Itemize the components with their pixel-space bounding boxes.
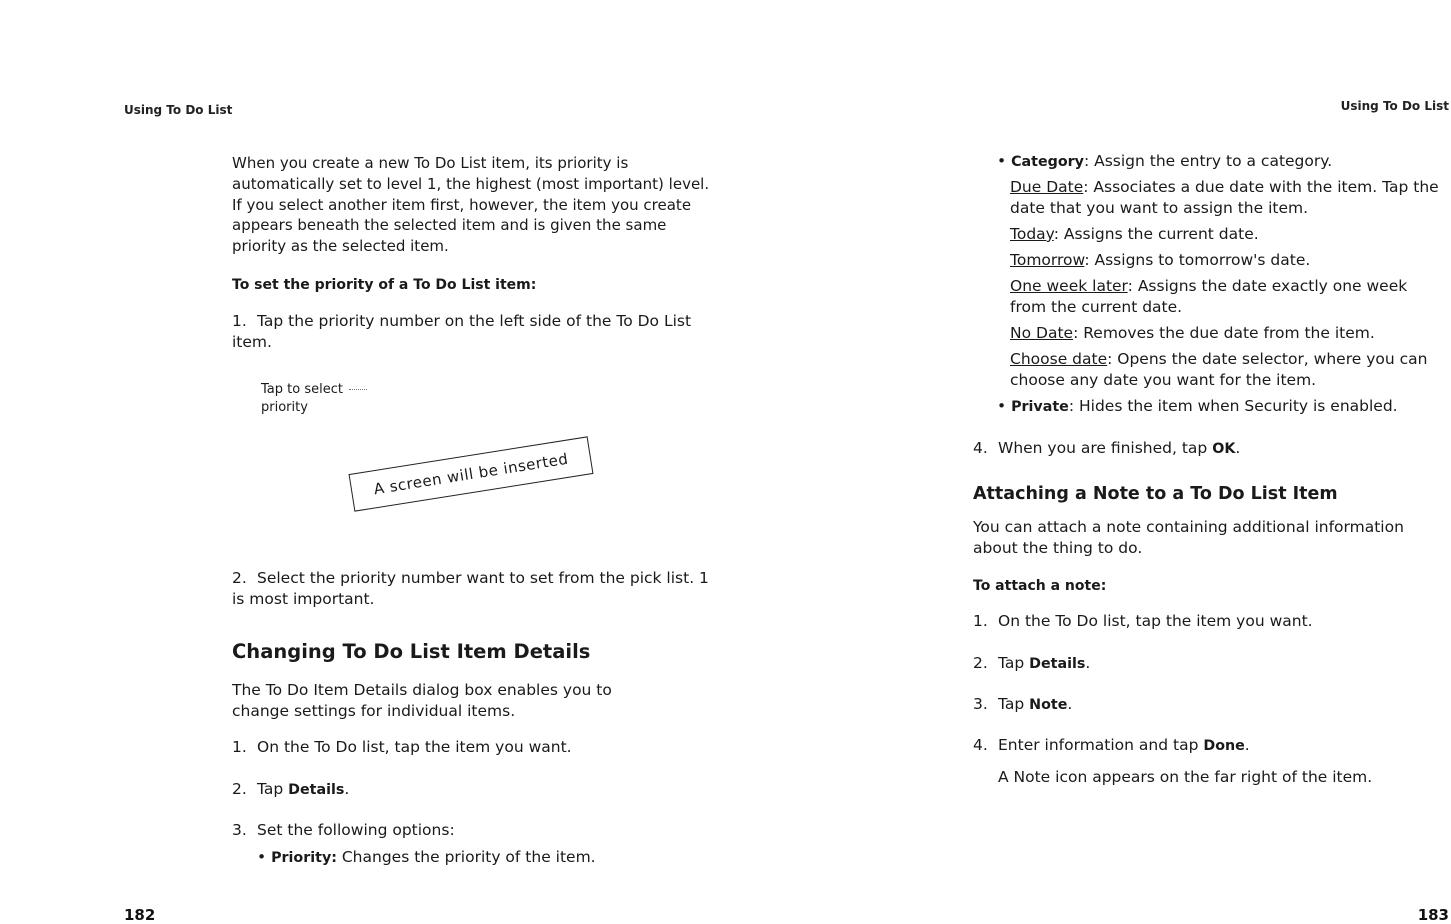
details-term: Details [1029, 656, 1086, 672]
step-text: Enter information and tap [998, 736, 1204, 754]
step-text: On the To Do list, tap the item you want. [998, 612, 1313, 630]
intro-paragraph: When you create a new To Do List item, its priority is automatically set to level 1, the highest (most important) level. If you select another item first, however, the item you create appears beneath the selected item and is given the same priority as the selected item. [232, 154, 710, 256]
callout-line-1: Tap to select [261, 382, 343, 397]
bullet-desc: : Assign the entry to a category. [1083, 152, 1333, 170]
option-term: Choose date [1010, 350, 1108, 368]
step-number: 1. [973, 612, 988, 630]
details-step-3 [232, 820, 455, 841]
step-punct: . [1067, 695, 1073, 713]
done-term: Done [1203, 738, 1245, 754]
details-term: Details [288, 782, 345, 798]
option-no-date [1010, 323, 1375, 344]
option-desc: : Removes the due date from the item. [1073, 324, 1375, 342]
option-choose-date [1010, 349, 1450, 391]
bullet-desc: Changes the priority of the item. [336, 848, 596, 866]
running-head-right: Using To Do List [1340, 99, 1449, 113]
details-intro: The To Do Item Details dialog box enables you to change settings for individual items. [232, 681, 612, 720]
bullet-category [997, 151, 1332, 173]
step-text: When you are finished, tap [998, 439, 1213, 457]
step-number: 2. [232, 569, 247, 587]
bullet-glyph: • [997, 152, 1012, 170]
bullet-private [997, 396, 1398, 418]
priority-step-1 [232, 311, 722, 353]
bullet-term: Priority: [271, 850, 337, 866]
step-number: 2. [973, 654, 988, 672]
bullet-desc: : Hides the item when Security is enabled. [1068, 397, 1398, 415]
page-number-right: 183 [1417, 906, 1449, 924]
bullet-priority [257, 847, 596, 869]
details-step-1 [232, 737, 572, 758]
step-text: Tap the priority number on the left side of the To Do List item. [232, 312, 692, 351]
note-step-2 [973, 653, 1090, 675]
option-desc: : Assigns to tomorrow's date. [1084, 251, 1311, 269]
step-text: Tap [998, 654, 1030, 672]
details-step-4 [973, 438, 1240, 460]
bullet-term: Private [1011, 399, 1069, 415]
step-punct: . [1235, 439, 1241, 457]
step-number: 4. [973, 439, 988, 457]
note-step-4 [973, 735, 1250, 757]
option-term: No Date [1010, 324, 1074, 342]
priority-step-2 [232, 568, 722, 610]
option-desc: : Associates a due date with the item. Tap the date that you want to assign the item. [1010, 178, 1439, 217]
option-term: Tomorrow [1010, 251, 1085, 269]
page-number-left: 182 [124, 906, 156, 924]
note-result: A Note icon appears on the far right of the item. [998, 768, 1373, 786]
callout-label [261, 381, 367, 417]
step-punct: . [1244, 736, 1250, 754]
bullet-glyph: • [997, 397, 1012, 415]
option-term: Due Date [1010, 178, 1084, 196]
option-today [1010, 224, 1259, 245]
priority-procedure-heading: To set the priority of a To Do List item: [232, 277, 537, 293]
step-text: Set the following options: [257, 821, 455, 839]
note-intro: You can attach a note containing additional information about the thing to do. [973, 518, 1404, 557]
option-term: Today [1010, 225, 1054, 243]
option-one-week-later [1010, 276, 1440, 318]
bullet-term: Category [1011, 154, 1084, 170]
step-text: Select the priority number want to set from the pick list. 1 is most important. [232, 569, 709, 608]
option-desc: : Opens the date selector, where you can choose any date you want for the item. [1010, 350, 1428, 389]
section-heading-note: Attaching a Note to a To Do List Item [973, 484, 1338, 504]
step-text: On the To Do list, tap the item you want. [257, 738, 572, 756]
option-desc: : Assigns the current date. [1053, 225, 1259, 243]
step-number: 2. [232, 780, 247, 798]
step-text: Tap [257, 780, 289, 798]
step-number: 4. [973, 736, 988, 754]
step-number: 3. [973, 695, 988, 713]
note-step-1 [973, 611, 1313, 632]
note-step-3 [973, 694, 1072, 716]
note-procedure-heading: To attach a note: [973, 578, 1107, 594]
step-number: 1. [232, 738, 247, 756]
ok-term: OK [1212, 441, 1236, 457]
option-term: One week later [1010, 277, 1128, 295]
section-heading-details: Changing To Do List Item Details [232, 640, 591, 663]
option-due-date [1010, 177, 1450, 219]
option-tomorrow [1010, 250, 1310, 271]
leader-line [349, 389, 367, 390]
note-term: Note [1029, 697, 1068, 713]
screen-placeholder [349, 436, 594, 511]
callout-line-2: priority [261, 400, 308, 415]
option-desc: : Assigns the date exactly one week from the current date. [1010, 277, 1408, 316]
bullet-glyph: • [257, 848, 272, 866]
step-number: 3. [232, 821, 247, 839]
running-head-left: Using To Do List [124, 103, 233, 117]
step-punct: . [344, 780, 350, 798]
step-text: Tap [998, 695, 1030, 713]
details-step-2 [232, 779, 349, 801]
placeholder-text: A screen will be inserted [372, 449, 570, 499]
step-number: 1. [232, 312, 247, 330]
step-punct: . [1085, 654, 1091, 672]
